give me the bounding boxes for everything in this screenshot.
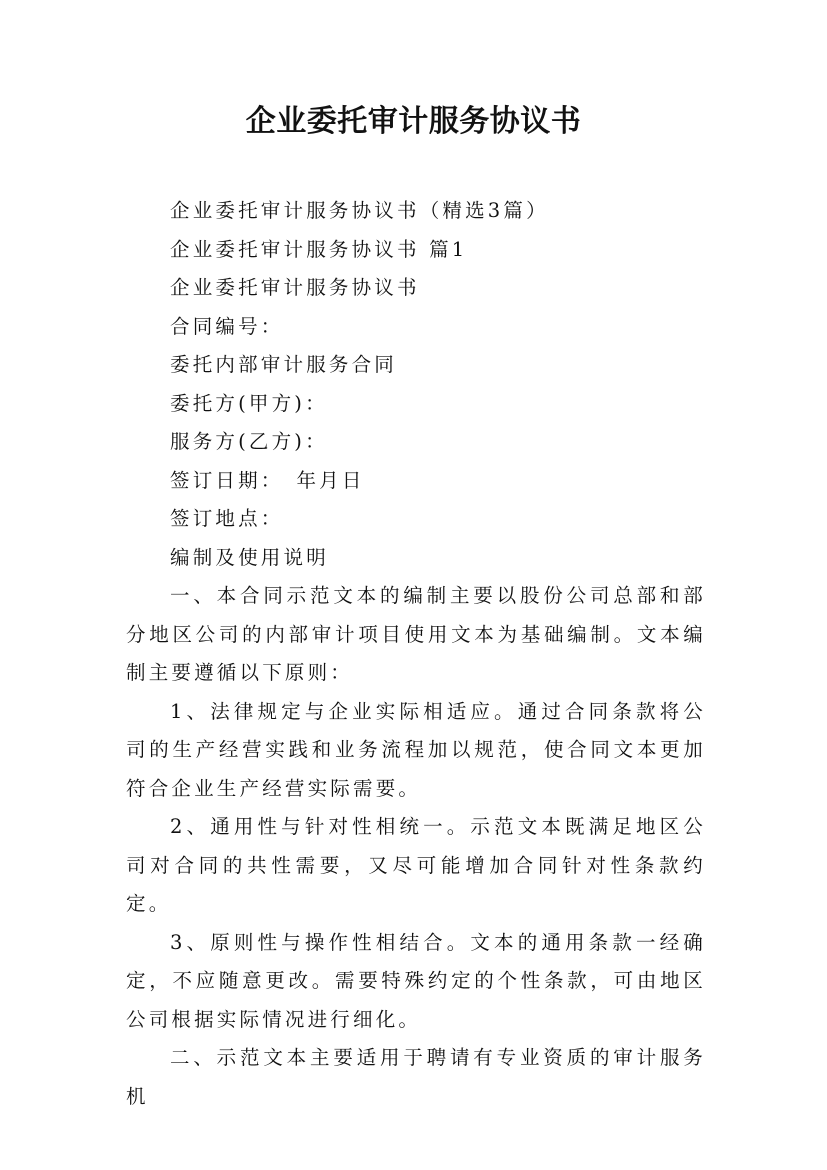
header-line-section: 企业委托审计服务协议书 篇1	[170, 237, 468, 261]
paragraph-5: 二、示范文本主要适用于聘请有专业资质的审计服务机	[126, 1046, 706, 1108]
paragraph-2: 1、法律规定与企业实际相适应。通过合同条款将公司的生产经营实践和业务流程加以规范，使合同文本更加符合企业生产经营实际需要。	[126, 699, 706, 800]
instructions-heading: 编制及使用说明	[170, 545, 329, 569]
header-line-doc-name: 企业委托审计服务协议书	[170, 276, 420, 299]
signing-date-label: 签订日期： 年月日	[170, 468, 365, 492]
party-a-label: 委托方(甲方)：	[170, 391, 328, 415]
contract-number-label: 合同编号：	[170, 314, 284, 338]
document-title: 企业委托审计服务协议书	[245, 104, 582, 139]
header-line-subtitle: 企业委托审计服务协议书（精选3篇）	[170, 199, 549, 222]
paragraph-1: 一、本合同示范文本的编制主要以股份公司总部和部分地区公司的内部审计项目使用文本为基础编制。文本编制主要遵循以下原则：	[126, 584, 706, 684]
document-body	[126, 192, 706, 1116]
signing-place-label: 签订地点：	[170, 507, 284, 530]
paragraph-4: 3、原则性与操作性相结合。文本的通用条款一经确定，不应随意更改。需要特殊约定的个性条款，可由地区公司根据实际情况进行细化。	[126, 930, 706, 1031]
party-b-label: 服务方(乙方)：	[170, 430, 328, 453]
paragraph-3: 2、通用性与针对性相统一。示范文本既满足地区公司对合同的共性需要，又尽可能增加合同针对性条款约定。	[126, 815, 706, 915]
contract-name: 委托内部审计服务合同	[170, 353, 398, 376]
